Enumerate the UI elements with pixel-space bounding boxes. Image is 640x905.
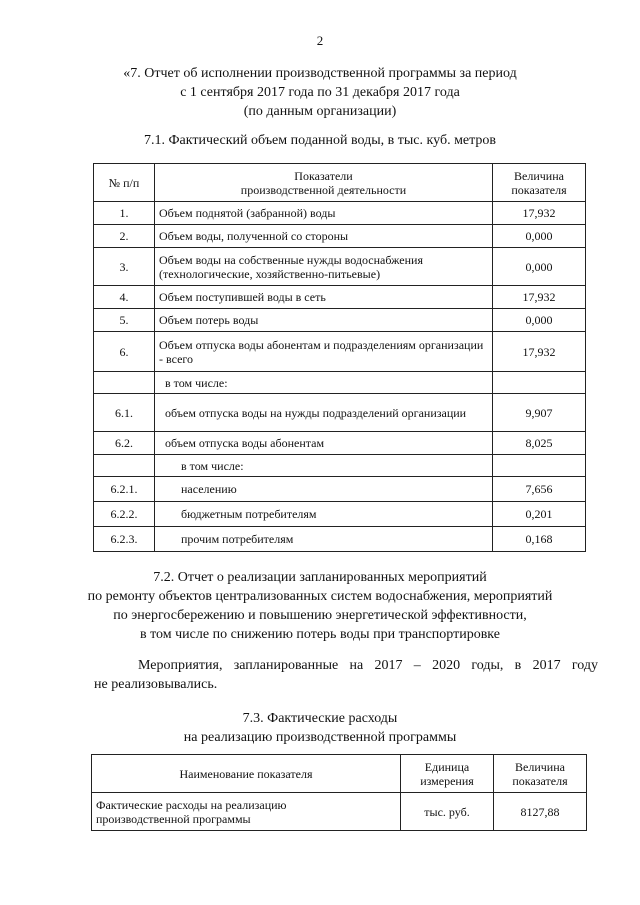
table-row	[94, 432, 586, 455]
row-num: 2.	[94, 225, 155, 248]
table-row	[94, 502, 586, 527]
table-row	[94, 394, 586, 432]
col-header-name: Наименование показателя	[92, 755, 401, 793]
table-header-row	[92, 755, 587, 793]
table-row	[94, 527, 586, 552]
table-row	[94, 309, 586, 332]
section-7-2-title	[0, 568, 640, 644]
row-name: в том числе:	[155, 455, 493, 477]
col-header-num: № п/п	[94, 164, 155, 202]
row-value	[493, 455, 586, 477]
table-row	[94, 372, 586, 394]
row-unit: тыс. руб.	[401, 793, 494, 831]
col-header-value	[493, 164, 586, 202]
row-num: 6.2.	[94, 432, 155, 455]
col-header-unit-line: измерения	[420, 773, 474, 788]
report-title-line: с 1 сентября 2017 года по 31 декабря 2017 года	[180, 85, 460, 100]
row-value: 17,932	[493, 332, 586, 372]
row-name: в том числе:	[155, 372, 493, 394]
col-header-value-line: показателя	[511, 182, 567, 197]
col-header-value-line: Величина	[514, 168, 564, 183]
row-value	[493, 372, 586, 394]
row-name: прочим потребителям	[155, 527, 493, 552]
col-header-value-line: показателя	[512, 773, 568, 788]
row-value: 7,656	[493, 477, 586, 502]
col-header-indicator-line: производственной деятельности	[240, 182, 407, 197]
col-header-unit	[401, 755, 494, 793]
row-num: 6.1.	[94, 394, 155, 432]
col-header-value	[494, 755, 587, 793]
paragraph-line: не реализовывались.	[94, 677, 218, 692]
water-volume-table	[93, 163, 586, 552]
section-7-2-title-line: по энергосбережению и повышению энергетической эффективности,	[113, 608, 527, 623]
row-name: объем отпуска воды абонентам	[155, 432, 493, 455]
row-value: 0,201	[493, 502, 586, 527]
table-row	[94, 225, 586, 248]
row-num: 1.	[94, 202, 155, 225]
row-name: Объем воды на собственные нужды водоснабжения (технологические, хозяйственно-питьевые)	[155, 248, 493, 286]
row-num: 6.2.1.	[94, 477, 155, 502]
row-num	[94, 455, 155, 477]
section-7-3-title-line: на реализацию производственной программы	[183, 730, 457, 745]
row-value: 9,907	[493, 394, 586, 432]
section-7-3-title-line: 7.3. Фактические расходы	[242, 711, 398, 726]
row-name: Объем отпуска воды абонентам и подразделениям организации - всего	[155, 332, 493, 372]
row-name: бюджетным потребителям	[155, 502, 493, 527]
row-value: 0,000	[493, 309, 586, 332]
col-header-unit-line: Единица	[424, 759, 470, 774]
section-7-1-title-text: 7.1. Фактический объем поданной воды, в тыс. куб. метров	[143, 133, 497, 148]
paragraph-line: Мероприятия, запланированные на 2017 – 2020 годы, в 2017 году	[138, 658, 598, 673]
report-title-line: «7. Отчет об исполнении производственной программы за период	[123, 66, 517, 81]
table-header-row	[94, 164, 586, 202]
row-value: 0,000	[493, 248, 586, 286]
table-row	[94, 332, 586, 372]
row-num: 6.	[94, 332, 155, 372]
row-name-line: Фактические расходы на реализацию	[96, 797, 287, 812]
section-7-1-title	[0, 131, 640, 150]
row-num: 5.	[94, 309, 155, 332]
row-num: 3.	[94, 248, 155, 286]
row-name: Объем поднятой (забранной) воды	[155, 202, 493, 225]
col-header-indicator	[155, 164, 493, 202]
page-number: 2	[316, 33, 324, 48]
section-7-2-paragraph	[94, 656, 598, 694]
section-7-2-title-line: в том числе по снижению потерь воды при транспортировке	[140, 627, 500, 642]
table-row	[94, 202, 586, 225]
expenses-table	[91, 754, 587, 831]
table-row	[92, 793, 587, 831]
row-num: 6.2.3.	[94, 527, 155, 552]
row-num	[94, 372, 155, 394]
section-7-2-title-line: по ремонту объектов централизованных систем водоснабжения, мероприятий	[87, 589, 553, 604]
row-value: 17,932	[493, 202, 586, 225]
row-value: 0,000	[493, 225, 586, 248]
report-title-line: (по данным организации)	[243, 104, 397, 119]
row-num: 6.2.2.	[94, 502, 155, 527]
row-name: Объем потерь воды	[155, 309, 493, 332]
row-name: Объем поступившей воды в сеть	[155, 286, 493, 309]
table-row	[94, 248, 586, 286]
report-title	[0, 64, 640, 121]
row-value: 8,025	[493, 432, 586, 455]
table-row	[94, 286, 586, 309]
row-num: 4.	[94, 286, 155, 309]
row-name	[92, 793, 401, 831]
row-name: населению	[155, 477, 493, 502]
row-value: 0,168	[493, 527, 586, 552]
section-7-3-title	[0, 709, 640, 747]
section-7-2-title-line: 7.2. Отчет о реализации запланированных мероприятий	[153, 570, 487, 585]
row-value: 17,932	[493, 286, 586, 309]
col-header-indicator-line: Показатели	[294, 168, 353, 183]
row-name: объем отпуска воды на нужды подразделений организации	[155, 394, 493, 432]
table-row	[94, 455, 586, 477]
table-row	[94, 477, 586, 502]
col-header-value-line: Величина	[515, 759, 565, 774]
row-name-line: производственной программы	[96, 811, 251, 826]
row-value: 8127,88	[494, 793, 587, 831]
row-name: Объем воды, полученной со стороны	[155, 225, 493, 248]
